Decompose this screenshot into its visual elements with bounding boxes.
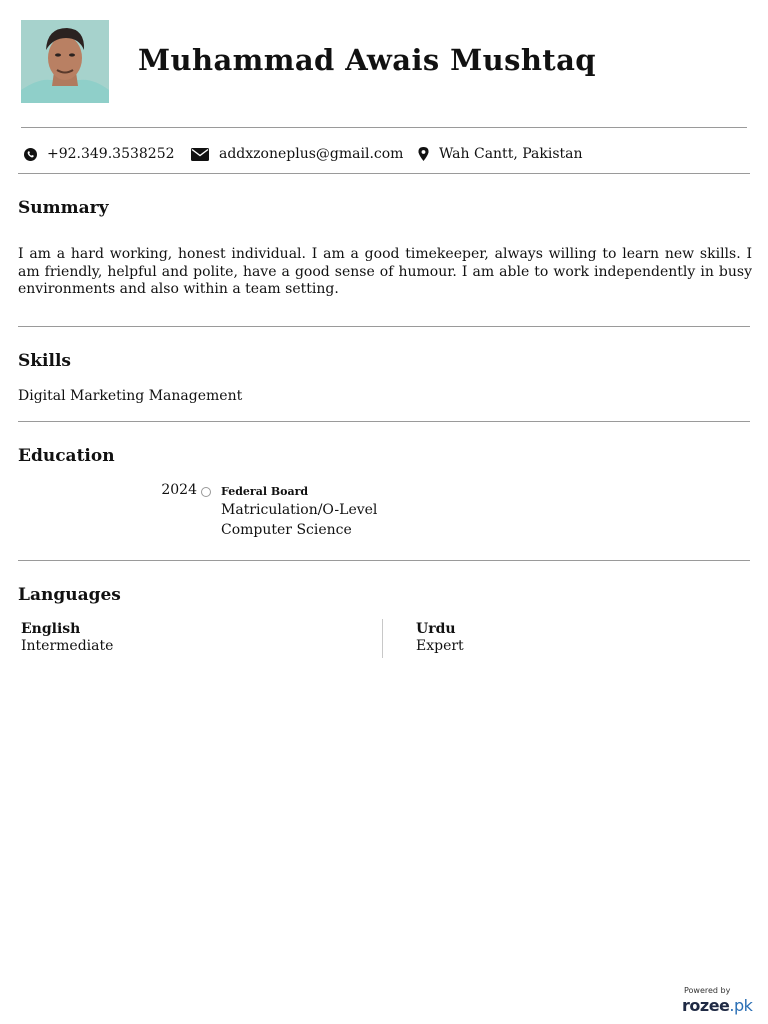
contact-phone xyxy=(24,144,175,164)
contact-divider xyxy=(18,173,750,174)
envelope-icon xyxy=(191,148,209,161)
timeline-dot-icon xyxy=(201,487,211,497)
brand-suffix: .pk xyxy=(729,996,753,1015)
education-heading: Education xyxy=(18,446,115,466)
summary-divider xyxy=(18,326,750,327)
education-field: Computer Science xyxy=(221,522,352,538)
language-name: English xyxy=(21,621,81,637)
skill-item: Digital Marketing Management xyxy=(18,388,243,404)
summary-text: I am a hard working, honest individual. I am a good timekeeper, always willing to learn new skills. I am friendly, helpful and polite, have a good sense of humour. I am able to work independently in busy environments and also within a team setting. xyxy=(18,246,752,297)
phone-icon xyxy=(24,148,37,161)
education-divider xyxy=(18,560,750,561)
education-degree: Matriculation/O-Level xyxy=(221,502,378,518)
map-pin-icon xyxy=(418,147,429,161)
languages-heading: Languages xyxy=(18,585,121,605)
location-text: Wah Cantt, Pakistan xyxy=(439,146,583,162)
header-divider xyxy=(21,127,747,128)
powered-by-badge[interactable] xyxy=(682,986,753,1015)
language-level: Intermediate xyxy=(21,638,114,654)
contact-location xyxy=(418,144,583,164)
phone-number: +92.349.3538252 xyxy=(47,146,175,162)
summary-heading: Summary xyxy=(18,198,109,218)
education-year: 2024 xyxy=(161,482,197,498)
rozee-logo xyxy=(682,996,753,1015)
education-institution: Federal Board xyxy=(221,485,309,498)
contact-email xyxy=(191,144,403,164)
candidate-name: Muhammad Awais Mushtaq xyxy=(138,43,596,77)
language-level: Expert xyxy=(416,638,464,654)
skills-heading: Skills xyxy=(18,351,72,371)
profile-photo xyxy=(21,20,109,103)
powered-by-label: Powered by xyxy=(684,986,731,995)
skills-divider xyxy=(18,421,750,422)
language-name: Urdu xyxy=(416,621,456,637)
brand-main: rozee xyxy=(682,996,730,1015)
languages-column-divider xyxy=(382,619,383,658)
email-address: addxzoneplus@gmail.com xyxy=(219,146,404,162)
